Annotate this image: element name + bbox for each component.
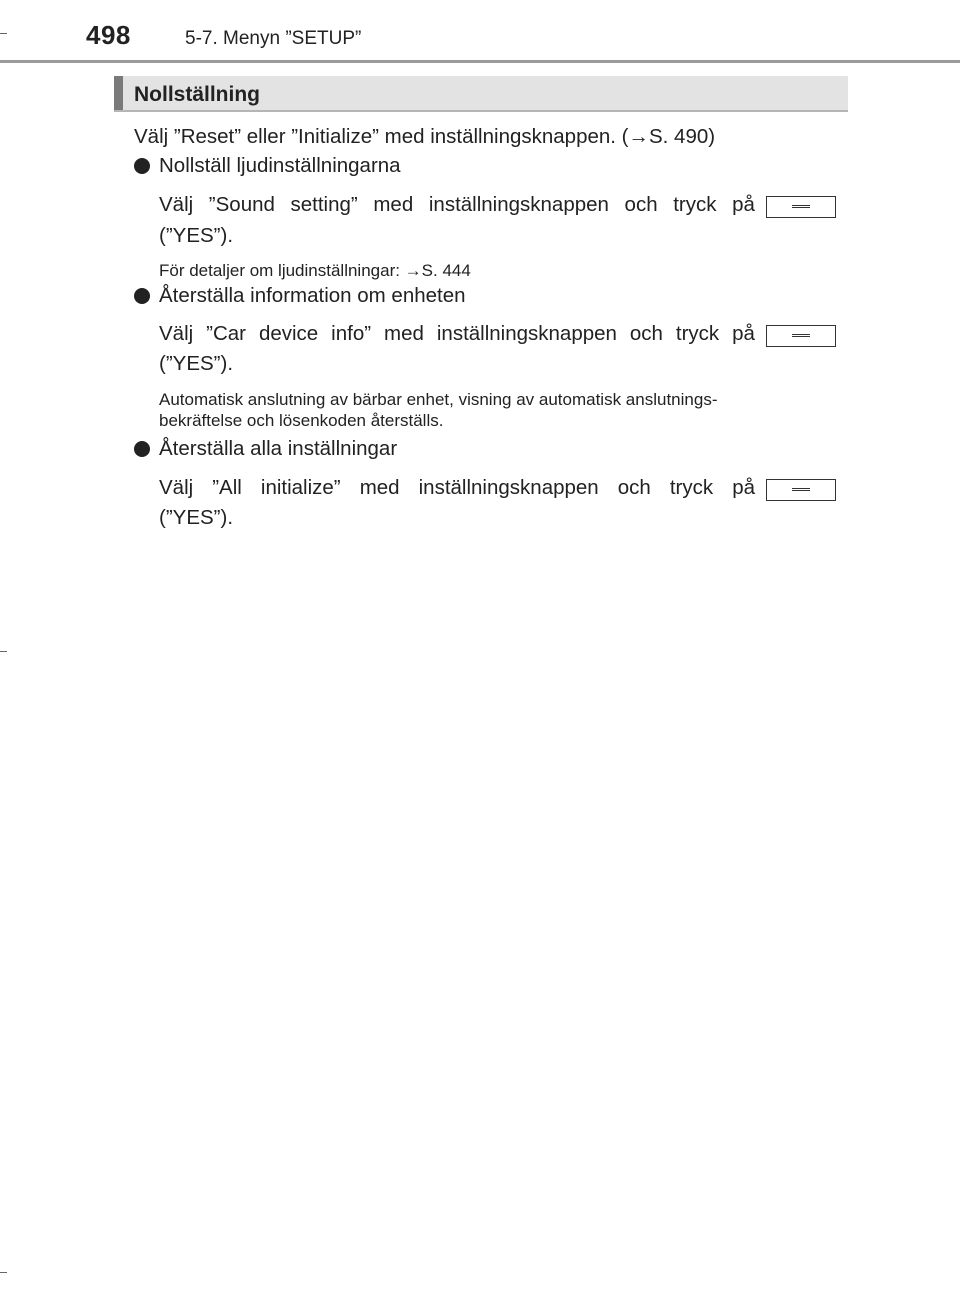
word: på	[732, 193, 755, 216]
word: med	[359, 476, 400, 499]
word: och	[624, 193, 658, 216]
header-rule	[0, 60, 960, 63]
section-header	[114, 76, 848, 112]
word: på	[732, 322, 755, 345]
section-title: Nollställning	[134, 83, 260, 106]
bullet-icon	[134, 158, 150, 174]
word: inställningsknappen	[418, 476, 599, 499]
page-number: 498	[86, 20, 131, 50]
word: och	[617, 476, 651, 499]
word: ”Car	[206, 322, 246, 345]
equals-key-icon	[766, 479, 836, 501]
word: ”Sound	[208, 193, 275, 216]
word: tryck	[669, 476, 714, 499]
word: tryck	[673, 193, 717, 216]
item-instruction	[159, 193, 755, 217]
word: Välj	[159, 193, 194, 216]
bullet-icon	[134, 441, 150, 457]
word: på	[732, 476, 755, 499]
word: inställningsknappen	[428, 193, 609, 216]
word: inställningsknappen	[436, 322, 617, 345]
item-instruction-end: (”YES”).	[159, 506, 234, 529]
running-head: 5-7. Menyn ”SETUP”	[185, 28, 362, 49]
word: info”	[331, 322, 372, 345]
item-heading: Nollställ ljudinställningarna	[159, 154, 401, 177]
section-accent	[114, 76, 123, 110]
item-heading: Återställa alla inställningar	[159, 437, 398, 460]
word: device	[258, 322, 319, 345]
item-instruction	[159, 476, 755, 500]
equals-key-icon	[766, 325, 836, 347]
item-heading: Återställa information om enheten	[159, 284, 466, 307]
word: med	[373, 193, 414, 216]
equals-key-icon	[766, 196, 836, 218]
intro-text: Välj ”Reset” eller ”Initialize” med inställningsknappen. (→S. 490)	[134, 125, 716, 148]
word: setting”	[290, 193, 358, 216]
bullet-icon	[134, 288, 150, 304]
word: Välj	[159, 322, 194, 345]
item-note: Automatisk anslutning av bärbar enhet, visning av automatisk anslutnings-	[159, 390, 718, 409]
item-instruction-end: (”YES”).	[159, 224, 234, 247]
item-instruction	[159, 322, 755, 346]
item-note: bekräftelse och lösenkoden återställs.	[159, 411, 444, 430]
crop-mark	[0, 33, 7, 34]
word: med	[384, 322, 424, 345]
item-note: För detaljer om ljudinställningar: →S. 444	[159, 261, 471, 280]
word: Välj	[159, 476, 194, 499]
word: ”All	[212, 476, 242, 499]
item-instruction-end: (”YES”).	[159, 352, 234, 375]
crop-mark	[0, 1272, 7, 1273]
word: och	[629, 322, 663, 345]
crop-mark	[0, 651, 7, 652]
word: initialize”	[260, 476, 341, 499]
word: tryck	[675, 322, 720, 345]
